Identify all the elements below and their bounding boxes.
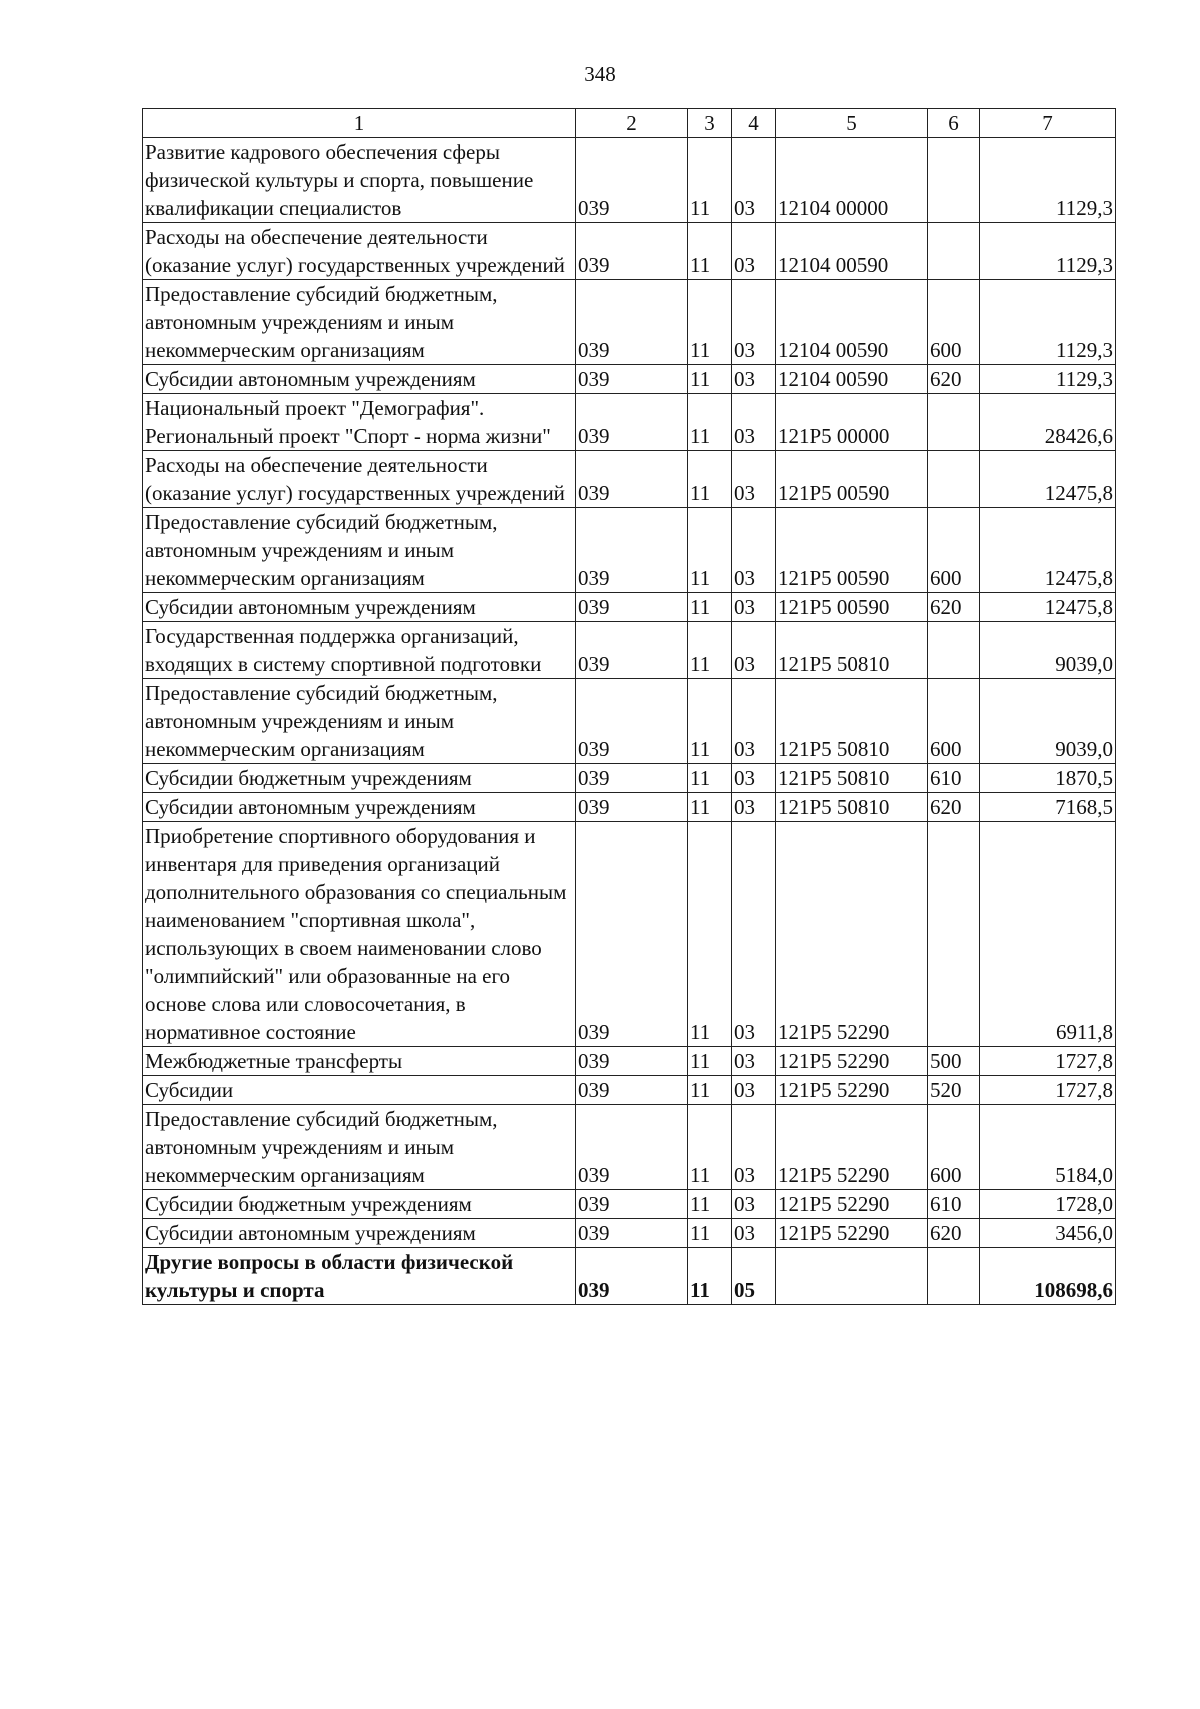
row-amount: 1129,3 [980, 223, 1116, 280]
row-name: Субсидии бюджетным учреждениям [143, 764, 576, 793]
row-name: Предоставление субсидий бюджетным, автономным учреждениям и иным некоммерческим организациям [143, 1105, 576, 1190]
row-code: 039 [576, 280, 688, 365]
row-amount: 1129,3 [980, 138, 1116, 223]
row-subsection: 05 [732, 1248, 776, 1305]
row-subsection: 03 [732, 622, 776, 679]
table-row [143, 280, 1116, 365]
row-code: 039 [576, 365, 688, 394]
column-header-5: 5 [776, 109, 928, 138]
row-target-article: 121P5 52290 [776, 1047, 928, 1076]
row-target-article: 12104 00000 [776, 138, 928, 223]
row-amount: 12475,8 [980, 508, 1116, 593]
table-row [143, 138, 1116, 223]
row-code: 039 [576, 1047, 688, 1076]
row-target-article: 121P5 00590 [776, 508, 928, 593]
row-name: Субсидии автономным учреждениям [143, 365, 576, 394]
row-subsection: 03 [732, 223, 776, 280]
column-header-3: 3 [688, 109, 732, 138]
row-section: 11 [688, 1076, 732, 1105]
row-subsection: 03 [732, 394, 776, 451]
row-code: 039 [576, 1105, 688, 1190]
row-amount: 108698,6 [980, 1248, 1116, 1305]
row-amount: 12475,8 [980, 451, 1116, 508]
table-row [143, 365, 1116, 394]
table-row [143, 1248, 1116, 1305]
row-expense-type: 600 [928, 679, 980, 764]
table-row [143, 622, 1116, 679]
row-amount: 1870,5 [980, 764, 1116, 793]
row-name: Предоставление субсидий бюджетным, автономным учреждениям и иным некоммерческим организациям [143, 679, 576, 764]
row-amount: 28426,6 [980, 394, 1116, 451]
row-code: 039 [576, 622, 688, 679]
row-subsection: 03 [732, 1219, 776, 1248]
row-target-article: 121P5 52290 [776, 1105, 928, 1190]
row-name: Расходы на обеспечение деятельности (оказание услуг) государственных учреждений [143, 451, 576, 508]
table-row [143, 451, 1116, 508]
row-subsection: 03 [732, 593, 776, 622]
table-row [143, 223, 1116, 280]
row-target-article: 121P5 50810 [776, 764, 928, 793]
header-row [143, 109, 1116, 138]
row-amount: 1727,8 [980, 1076, 1116, 1105]
row-expense-type: 610 [928, 764, 980, 793]
row-target-article: 121P5 50810 [776, 793, 928, 822]
row-expense-type: 600 [928, 280, 980, 365]
row-name: Межбюджетные трансферты [143, 1047, 576, 1076]
row-code: 039 [576, 764, 688, 793]
row-section: 11 [688, 764, 732, 793]
row-section: 11 [688, 365, 732, 394]
row-amount: 7168,5 [980, 793, 1116, 822]
row-name: Субсидии автономным учреждениям [143, 1219, 576, 1248]
row-expense-type: 620 [928, 793, 980, 822]
table-row [143, 679, 1116, 764]
row-target-article: 12104 00590 [776, 280, 928, 365]
row-subsection: 03 [732, 365, 776, 394]
row-subsection: 03 [732, 1105, 776, 1190]
row-subsection: 03 [732, 138, 776, 223]
row-target-article: 121P5 50810 [776, 679, 928, 764]
row-target-article: 121P5 50810 [776, 622, 928, 679]
row-code: 039 [576, 1219, 688, 1248]
row-expense-type: 620 [928, 365, 980, 394]
row-name: Предоставление субсидий бюджетным, автономным учреждениям и иным некоммерческим организациям [143, 508, 576, 593]
row-name: Субсидии [143, 1076, 576, 1105]
row-section: 11 [688, 451, 732, 508]
table-row [143, 593, 1116, 622]
row-subsection: 03 [732, 793, 776, 822]
row-target-article: 12104 00590 [776, 365, 928, 394]
row-expense-type: 600 [928, 1105, 980, 1190]
row-expense-type: 620 [928, 1219, 980, 1248]
row-name: Предоставление субсидий бюджетным, автономным учреждениям и иным некоммерческим организациям [143, 280, 576, 365]
row-target-article: 121P5 52290 [776, 1190, 928, 1219]
row-section: 11 [688, 508, 732, 593]
page-number: 348 [584, 62, 616, 86]
row-subsection: 03 [732, 508, 776, 593]
row-amount: 9039,0 [980, 622, 1116, 679]
row-subsection: 03 [732, 451, 776, 508]
row-section: 11 [688, 822, 732, 1047]
row-subsection: 03 [732, 1190, 776, 1219]
row-section: 11 [688, 622, 732, 679]
row-code: 039 [576, 1076, 688, 1105]
row-section: 11 [688, 280, 732, 365]
column-header-4: 4 [732, 109, 776, 138]
row-section: 11 [688, 1047, 732, 1076]
row-section: 11 [688, 223, 732, 280]
row-amount: 9039,0 [980, 679, 1116, 764]
row-code: 039 [576, 1248, 688, 1305]
table-row [143, 822, 1116, 1047]
column-header-7: 7 [980, 109, 1116, 138]
row-amount: 6911,8 [980, 822, 1116, 1047]
row-amount: 1129,3 [980, 280, 1116, 365]
row-expense-type [928, 1248, 980, 1305]
table-row [143, 1047, 1116, 1076]
row-expense-type: 600 [928, 508, 980, 593]
row-amount: 1727,8 [980, 1047, 1116, 1076]
budget-table [142, 108, 1116, 1305]
table-row [143, 394, 1116, 451]
row-code: 039 [576, 138, 688, 223]
row-code: 039 [576, 394, 688, 451]
row-amount: 5184,0 [980, 1105, 1116, 1190]
row-expense-type [928, 223, 980, 280]
row-code: 039 [576, 593, 688, 622]
row-code: 039 [576, 508, 688, 593]
row-section: 11 [688, 1190, 732, 1219]
row-subsection: 03 [732, 1076, 776, 1105]
row-target-article [776, 1248, 928, 1305]
row-section: 11 [688, 1248, 732, 1305]
row-subsection: 03 [732, 280, 776, 365]
column-header-2: 2 [576, 109, 688, 138]
row-section: 11 [688, 1219, 732, 1248]
column-header-6: 6 [928, 109, 980, 138]
table-row [143, 793, 1116, 822]
row-name: Национальный проект "Демография". Региональный проект "Спорт - норма жизни" [143, 394, 576, 451]
row-name: Развитие кадрового обеспечения сферы физической культуры и спорта, повышение квалификации специалистов [143, 138, 576, 223]
row-amount: 1129,3 [980, 365, 1116, 394]
table-body [143, 138, 1116, 1305]
row-expense-type [928, 138, 980, 223]
row-name: Приобретение спортивного оборудования и инвентаря для приведения организаций дополнительного образования со специальным наименованием "спортивная школа", использующих в своем наименовании слово "олимпийский" или образованные на его основе слова или словосочетания, в нормативное состояние [143, 822, 576, 1047]
row-section: 11 [688, 394, 732, 451]
row-section: 11 [688, 1105, 732, 1190]
row-code: 039 [576, 223, 688, 280]
table-row [143, 1219, 1116, 1248]
table-row [143, 764, 1116, 793]
row-target-article: 121P5 52290 [776, 822, 928, 1047]
row-expense-type [928, 622, 980, 679]
row-amount: 12475,8 [980, 593, 1116, 622]
row-target-article: 121P5 00590 [776, 451, 928, 508]
row-name: Расходы на обеспечение деятельности (оказание услуг) государственных учреждений [143, 223, 576, 280]
row-name: Субсидии бюджетным учреждениям [143, 1190, 576, 1219]
row-target-article: 121P5 52290 [776, 1219, 928, 1248]
row-expense-type: 520 [928, 1076, 980, 1105]
row-target-article: 121P5 00590 [776, 593, 928, 622]
row-code: 039 [576, 822, 688, 1047]
row-name: Субсидии автономным учреждениям [143, 593, 576, 622]
row-subsection: 03 [732, 679, 776, 764]
row-expense-type [928, 451, 980, 508]
table-row [143, 1076, 1116, 1105]
row-target-article: 12104 00590 [776, 223, 928, 280]
row-section: 11 [688, 793, 732, 822]
row-section: 11 [688, 679, 732, 764]
row-code: 039 [576, 451, 688, 508]
row-code: 039 [576, 793, 688, 822]
row-name: Другие вопросы в области физической культуры и спорта [143, 1248, 576, 1305]
row-name: Государственная поддержка организаций, входящих в систему спортивной подготовки [143, 622, 576, 679]
row-code: 039 [576, 1190, 688, 1219]
table-row [143, 1190, 1116, 1219]
row-name: Субсидии автономным учреждениям [143, 793, 576, 822]
column-header-1: 1 [143, 109, 576, 138]
row-section: 11 [688, 593, 732, 622]
row-expense-type: 500 [928, 1047, 980, 1076]
row-target-article: 121P5 52290 [776, 1076, 928, 1105]
row-expense-type [928, 822, 980, 1047]
row-subsection: 03 [732, 764, 776, 793]
row-amount: 3456,0 [980, 1219, 1116, 1248]
row-expense-type [928, 394, 980, 451]
row-expense-type: 620 [928, 593, 980, 622]
row-expense-type: 610 [928, 1190, 980, 1219]
row-section: 11 [688, 138, 732, 223]
row-subsection: 03 [732, 822, 776, 1047]
row-amount: 1728,0 [980, 1190, 1116, 1219]
table-row [143, 1105, 1116, 1190]
row-subsection: 03 [732, 1047, 776, 1076]
row-target-article: 121P5 00000 [776, 394, 928, 451]
table-row [143, 508, 1116, 593]
row-code: 039 [576, 679, 688, 764]
